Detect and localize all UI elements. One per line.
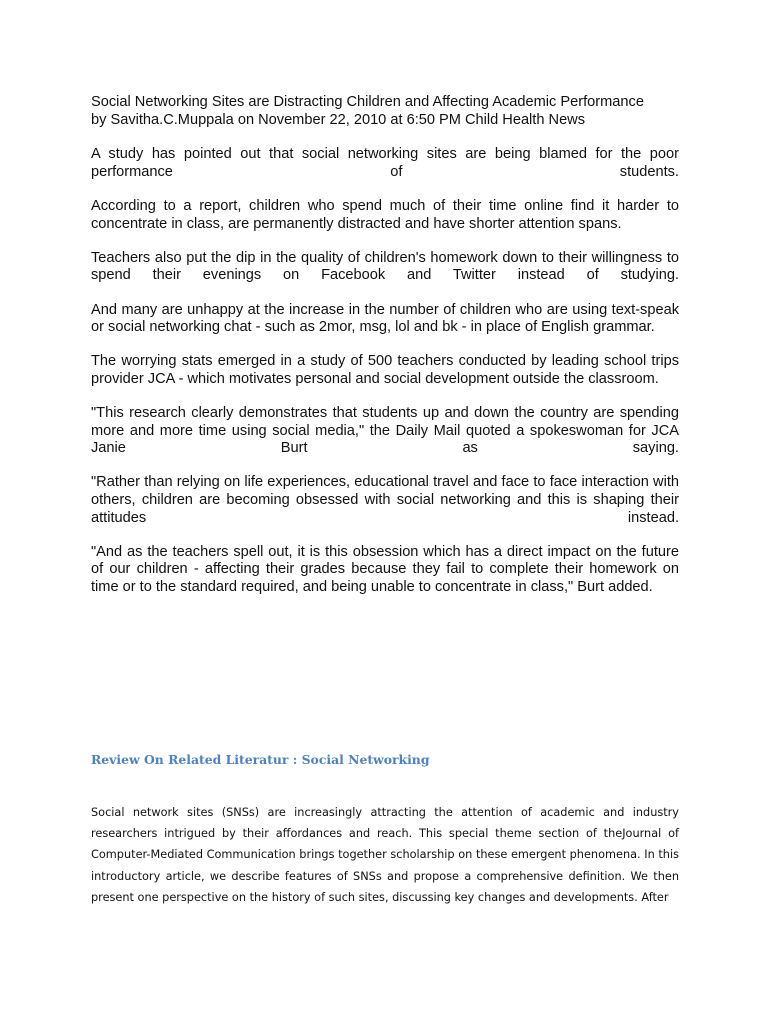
article-paragraph-1: A study has pointed out that social networking sites are being blamed for the poor performance of students.: [91, 146, 679, 180]
literature-paragraph: Social network sites (SNSs) are increasingly attracting the attention of academic and industry researchers intrigued by their affordances and reach. This special theme section of theJournal of Computer-Mediated Communication brings together scholarship on these emergent phenomena. In this introductory article, we describe features of SNSs and propose a comprehensive definition. We then present one perspective on the history of such sites, discussing key changes and developments. After: [91, 806, 679, 904]
article-byline: by Savitha.C.Muppala on November 22, 2010 at 6:50 PM Child Health News: [91, 111, 586, 128]
article-headline: [91, 94, 679, 129]
article-paragraph-4: And many are unhappy at the increase in the number of children who are using text-speak or social networking chat - such as 2mor, msg, lol and bk - in place of English grammar.: [91, 301, 679, 336]
article-paragraph-3: Teachers also put the dip in the quality of children's homework down to their willingness to spend their evenings on Facebook and Twitter instead of studying.: [91, 249, 679, 284]
news-article: [91, 94, 679, 613]
article-paragraph-5: The worrying stats emerged in a study of 500 teachers conducted by leading school trips provider JCA - which motivates personal and social development outside the classroom.: [91, 353, 679, 387]
article-paragraph-2: According to a report, children who spend much of their time online find it harder to concentrate in class, are permanently distracted and have shorter attention spans.: [91, 197, 679, 232]
article-title: Social Networking Sites are Distracting Children and Affecting Academic Performance: [91, 94, 644, 110]
literature-heading: Review On Related Literatur : Social Networking: [91, 752, 430, 767]
article-paragraph-6: "This research clearly demonstrates that students up and down the country are spending more and more time using social media," the Daily Mail quoted a spokeswoman for JCA Janie Burt as saying.: [91, 405, 679, 457]
article-paragraph-8: "And as the teachers spell out, it is this obsession which has a direct impact on the future of our children - affecting their grades because they fail to complete their homework on time or to the standard required, and being unable to concentrate in class," Burt added.: [91, 543, 679, 596]
article-paragraph-7: "Rather than relying on life experiences, educational travel and face to face interaction with others, children are becoming obsessed with social networking and this is shaping their attitudes instead.: [91, 474, 679, 526]
